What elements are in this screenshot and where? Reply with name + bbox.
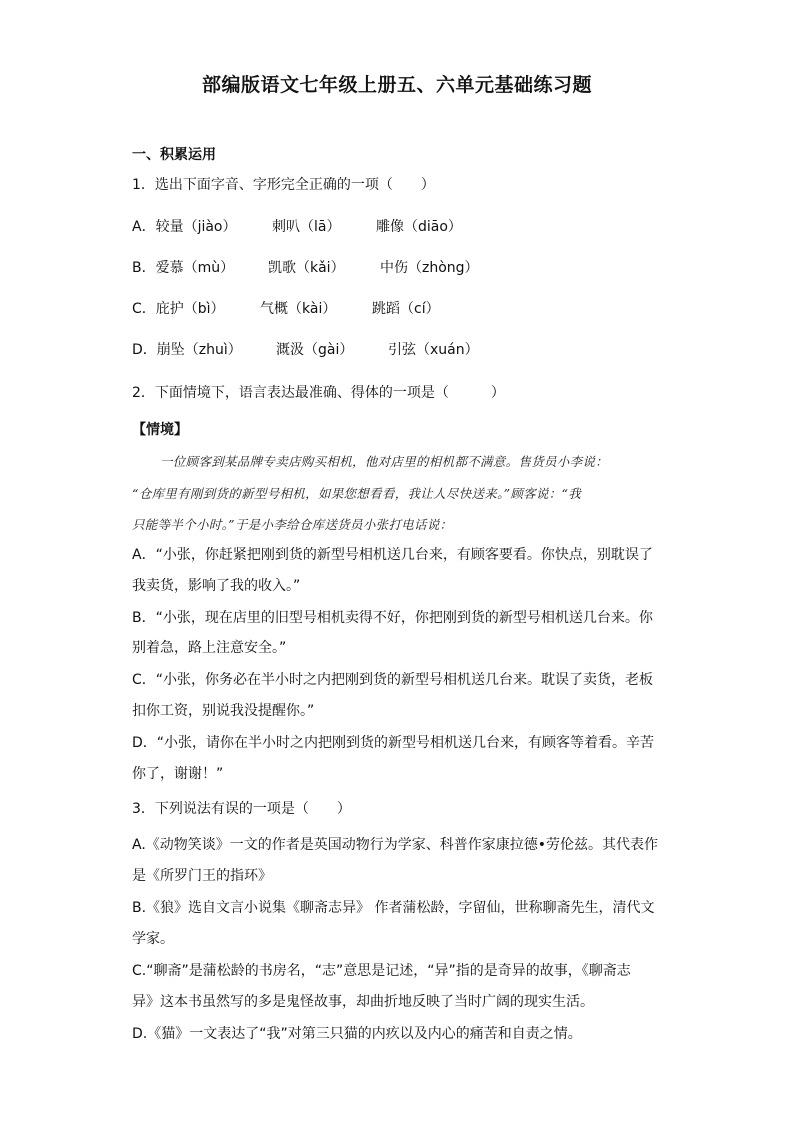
option-item: 爱慕（mù） <box>155 260 235 276</box>
question-2-option-a-line1: A．“小张，你赶紧把刚到货的新型号相机送几台来，有顾客要看。你快点，别耽误了 <box>132 547 653 563</box>
option-item: 庇护（bì） <box>155 301 225 317</box>
option-item: 崩坠（zhuì） <box>156 342 242 358</box>
question-2-option-a-line2: 我卖货，影响了我的收入。” <box>132 578 301 594</box>
question-2-option-c-line2: 扣你工资，别说我没提醒你。” <box>132 703 315 719</box>
question-1-option-a <box>132 217 462 237</box>
question-3-option-a-line1: A.《动物笑谈》一文的作者是英国动物行为学家、科普作家康拉德•劳伦兹。其代表作 <box>132 837 659 853</box>
context-label: 【情境】 <box>132 422 188 438</box>
question-1-option-b <box>132 258 479 278</box>
option-item: 刺叭（lā） <box>272 219 341 235</box>
question-3-option-d-line1: D.《猫》一文表达了“我”对第三只猫的内疚以及内心的痛苦和自责之情。 <box>132 1026 582 1042</box>
option-item: 凯歌（kǎi） <box>268 260 345 276</box>
question-2-option-d-line1: D．“小张，请你在半小时之内把刚到货的新型号相机送几台来，有顾客等着看。辛苦 <box>132 735 655 751</box>
option-item: 较量（jiào） <box>155 219 237 235</box>
option-letter: A． <box>132 219 156 235</box>
question-1-option-d <box>132 340 479 360</box>
question-3-option-b-line1: B.《狼》选自文言小说集《聊斋志异》 作者蒲松龄，字留仙，世称聊斋先生，清代文 <box>132 900 655 916</box>
section-heading: 一、积累运用 <box>132 147 216 163</box>
question-1-stem: 1．选出下面字音、字形完全正确的一项（ ） <box>132 177 435 193</box>
context-line: “仓库里有刚到货的新型号相机，如果您想看看，我让人尽快送来。”顾客说：“我 <box>132 486 582 501</box>
option-item: 中伤（zhòng） <box>380 260 479 276</box>
question-3-option-a-line2: 是《所罗门王的指环》 <box>132 868 272 884</box>
context-line: 一位顾客到某品牌专卖店购买相机，他对店里的相机都不满意。售货员小李说： <box>160 454 609 469</box>
option-letter: C． <box>132 301 156 317</box>
option-item: 气概（kài） <box>260 301 337 317</box>
question-2-option-c-line1: C．“小张，你务必在半小时之内把刚到货的新型号相机送几台来。耽误了卖货，老板 <box>132 672 654 688</box>
option-letter: D． <box>132 342 157 358</box>
question-2-option-b-line2: 别着急，路上注意安全。” <box>132 640 287 656</box>
question-2-option-d-line2: 你了，谢谢！” <box>132 766 224 782</box>
question-2-stem: 2．下面情境下，语言表达最准确、得体的一项是（ ） <box>132 385 505 401</box>
option-letter: B． <box>132 260 156 276</box>
page-title: 部编版语文七年级上册五、六单元基础练习题 <box>201 74 592 96</box>
option-item: 雕像（diāo） <box>376 219 462 235</box>
question-2-option-b-line1: B．“小张，现在店里的旧型号相机卖得不好，你把刚到货的新型号相机送几台来。你 <box>132 610 653 626</box>
question-3-option-c-line2: 异》这本书虽然写的多是鬼怪故事，却曲折地反映了当时广阔的现实生活。 <box>132 994 594 1010</box>
question-3-option-c-line1: C.“聊斋”是蒲松龄的书房名，“志”意思是记述，“异”指的是奇异的故事，《聊斋志 <box>132 963 631 979</box>
context-line: 只能等半个小时。”于是小李给仓库送货员小张打电话说： <box>132 517 453 532</box>
question-3-option-b-line2: 学家。 <box>132 931 174 947</box>
option-item: 引弦（xuán） <box>388 342 479 358</box>
question-1-option-c <box>132 299 440 319</box>
question-3-stem: 3．下列说法有误的一项是（ ） <box>132 801 351 817</box>
option-item: 跳蹈（cí） <box>372 301 440 317</box>
option-item: 溉汲（gài） <box>276 342 354 358</box>
